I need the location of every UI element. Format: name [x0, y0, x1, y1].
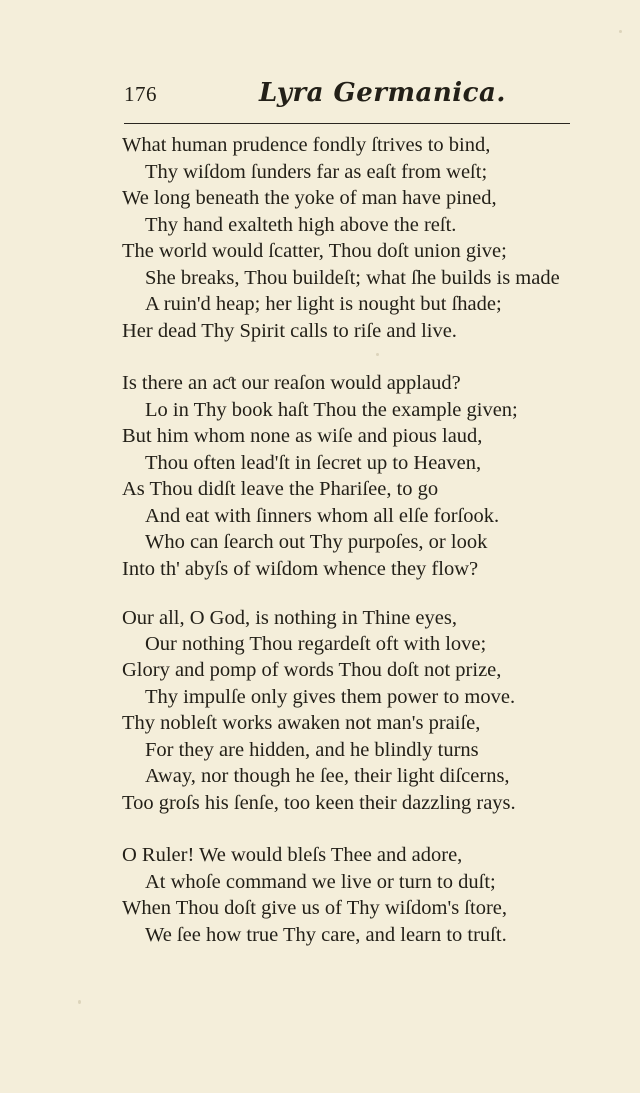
- poem-line: She breaks, Thou buildeſt; what ſhe builds is made: [145, 267, 560, 289]
- poem-line: Thou often lead'ſt in ſecret up to Heaven,: [145, 452, 482, 474]
- poem-line: What human prudence fondly ſtrives to bind,: [122, 134, 491, 156]
- poem-line: The world would ſcatter, Thou doſt union give;: [122, 240, 507, 262]
- poem-line: For they are hidden, and he blindly turns: [145, 739, 479, 761]
- poem-line: Who can ſearch out Thy purpoſes, or look: [145, 531, 488, 553]
- poem-line: Into th' abyſs of wiſdom whence they flow?: [122, 558, 479, 580]
- poem-line: Lo in Thy book haſt Thou the example given;: [145, 399, 518, 421]
- poem-line: We ſee how true Thy care, and learn to truſt.: [145, 924, 507, 946]
- poem-line: We long beneath the yoke of man have pined,: [122, 187, 497, 209]
- poem-line: As Thou didſt leave the Phariſee, to go: [122, 478, 439, 500]
- poem-line: Our nothing Thou regardeſt oft with love;: [145, 633, 487, 655]
- poem-line: But him whom none as wiſe and pious laud,: [122, 425, 483, 447]
- poem-line: And eat with ſinners whom all elſe forſook.: [145, 505, 500, 527]
- poem-line: Away, nor though he ſee, their light diſcerns,: [145, 765, 510, 787]
- poem-line: When Thou doſt give us of Thy wiſdom's ſtore,: [122, 897, 507, 919]
- page-number: 176: [124, 82, 157, 106]
- poem-line: Thy impulſe only gives them power to move.: [145, 686, 516, 708]
- poem-line: At whoſe command we live or turn to duſt;: [145, 871, 496, 893]
- paper-speck: [78, 1000, 81, 1004]
- poem-line: Her dead Thy Spirit calls to riſe and live.: [122, 320, 457, 342]
- poem-line: Thy hand exalteth high above the reſt.: [145, 214, 457, 236]
- poem-line: Glory and pomp of words Thou doſt not prize,: [122, 659, 502, 681]
- poem-line: Thy wiſdom ſunders far as eaſt from weſt;: [145, 161, 488, 183]
- poem-line: Our all, O God, is nothing in Thine eyes,: [122, 607, 457, 629]
- poem-line: Thy nobleſt works awaken not man's praiſe,: [122, 712, 481, 734]
- paper-speck: [376, 353, 379, 356]
- running-title: Lyra Germanica.: [259, 78, 506, 108]
- paper-speck: [619, 30, 622, 33]
- poem-line: Is there an aƈt our reaſon would applaud?: [122, 372, 461, 394]
- poem-line: Too groſs his ſenſe, too keen their dazzling rays.: [122, 792, 516, 814]
- poem-line: A ruin'd heap; her light is nought but ſhade;: [145, 293, 502, 315]
- poem-line: O Ruler! We would bleſs Thee and adore,: [122, 844, 463, 866]
